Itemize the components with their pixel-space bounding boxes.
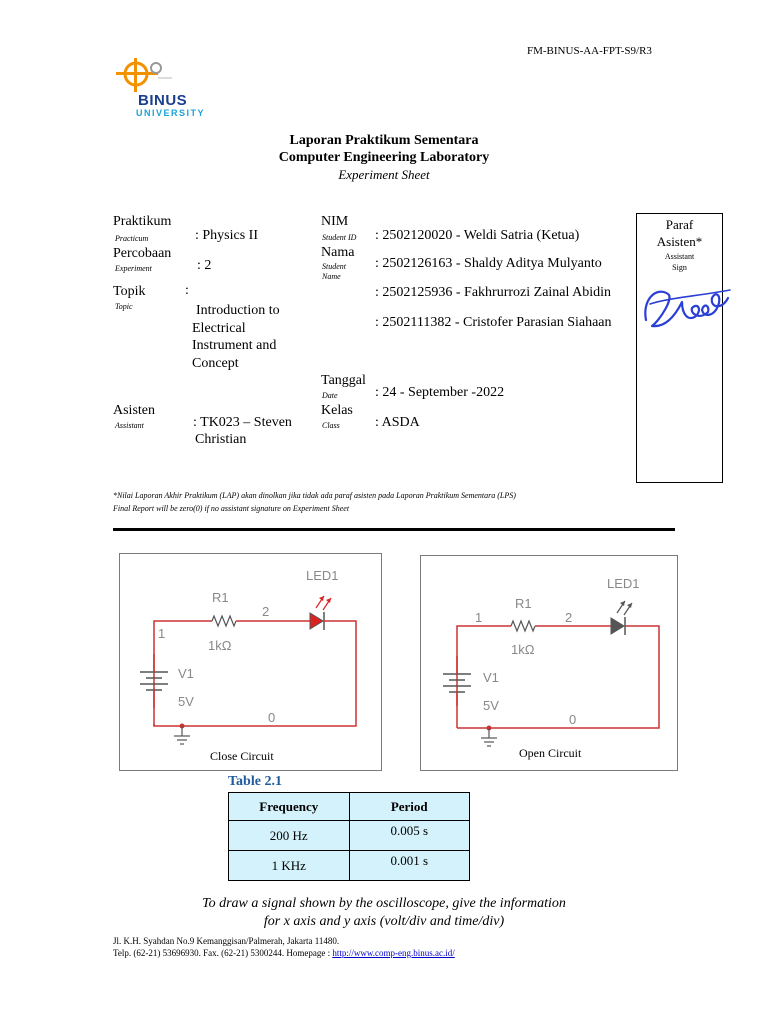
close-node1-label: 1: [158, 626, 166, 641]
frequency-period-table: [228, 792, 470, 881]
topik-line-1: Introduction to: [196, 303, 280, 318]
topik-line-2: Electrical: [192, 320, 246, 336]
table-header-period: Period: [349, 793, 470, 821]
topik-label: Topik: [113, 284, 146, 299]
instruction-line-1: To draw a signal shown by the oscilloscope, give the information: [202, 896, 566, 911]
assistant-signature: [638, 280, 734, 340]
instruction-line-2: for x axis and y axis (volt/div and time/div): [263, 914, 505, 929]
footer-contact-text: Telp. (62-21) 53696930. Fax. (62-21) 5300244. Homepage :: [113, 948, 333, 958]
tanggal-sublabel: Date: [322, 391, 338, 400]
table-cell-period: 0.001 s: [349, 851, 470, 881]
table-title: Table 2.1: [228, 774, 282, 789]
lab-title: Computer Engineering Laboratory: [278, 150, 490, 165]
percobaan-value: : 2: [197, 258, 212, 273]
logo-text-university: UNIVERSITY: [136, 108, 206, 118]
logo-text-binus: BINUS: [138, 92, 188, 109]
paraf-line-2: Asisten*: [656, 234, 703, 249]
nim-sublabel: Student ID: [322, 233, 357, 242]
footer-contact: [113, 948, 455, 958]
paraf-sub-1: Assistant: [664, 252, 695, 261]
paraf-sublabel: [636, 251, 723, 273]
close-resistor-value: 1kΩ: [208, 638, 232, 653]
nama-sublabel-2: Name: [322, 272, 341, 281]
open-node0-label: 0: [569, 712, 577, 727]
percobaan-label: Percobaan: [113, 246, 172, 261]
open-source-label: V1: [483, 670, 499, 685]
close-circuit-panel: [119, 553, 382, 771]
paraf-sub-2: Sign: [672, 263, 687, 272]
open-resistor-label: R1: [515, 596, 532, 611]
nama-value-3: : 2502111382 - Cristofer Parasian Siahaan: [375, 315, 612, 330]
topik-sublabel: Topic: [115, 302, 133, 311]
close-node0-label: 0: [268, 710, 276, 725]
close-source-label: V1: [178, 666, 194, 681]
table-header-row: [229, 793, 470, 821]
nim-value: : 2502120020 - Weldi Satria (Ketua): [375, 228, 580, 243]
close-resistor-label: R1: [212, 590, 229, 605]
kelas-value: : ASDA: [375, 415, 420, 430]
percobaan-sublabel: Experiment: [115, 264, 152, 273]
nim-label: NIM: [321, 214, 349, 229]
paraf-line-1: Paraf: [665, 217, 694, 232]
asisten-sublabel: Assistant: [115, 421, 144, 430]
tanggal-value: : 24 - September -2022: [375, 385, 505, 400]
close-source-value: 5V: [178, 694, 194, 709]
open-source-value: 5V: [483, 698, 499, 713]
open-circuit-caption: Open Circuit: [519, 746, 582, 760]
open-node2-label: 2: [565, 610, 573, 625]
asisten-label: Asisten: [113, 403, 155, 418]
kelas-sublabel: Class: [322, 421, 340, 430]
open-led-label: LED1: [607, 576, 640, 591]
report-title: Laporan Praktikum Sementara: [289, 133, 479, 148]
topik-value: [192, 302, 280, 372]
close-led-label: LED1: [306, 568, 339, 583]
table-row: [229, 821, 470, 851]
topik-line-3: Instrument and: [192, 338, 277, 353]
open-resistor-value: 1kΩ: [511, 642, 535, 657]
nama-label: Nama: [321, 245, 355, 260]
document-id: FM-BINUS-AA-FPT-S9/R3: [527, 45, 652, 57]
close-circuit-caption: Close Circuit: [210, 749, 274, 763]
open-circuit-panel: [420, 555, 678, 771]
close-circuit-diagram: [120, 554, 381, 770]
praktikum-sublabel: Practicum: [115, 234, 149, 243]
note-english: Final Report will be zero(0) if no assistant signature on Experiment Sheet: [113, 504, 350, 513]
asisten-value-line-2: Christian: [195, 432, 247, 447]
nama-sublabel-1: Student: [322, 262, 346, 271]
paraf-heading: [636, 216, 723, 250]
praktikum-label: Praktikum: [113, 214, 172, 229]
nama-value-1: : 2502126163 - Shaldy Aditya Mulyanto: [375, 256, 602, 271]
praktikum-value: : Physics II: [195, 228, 258, 243]
nama-value-2: : 2502125936 - Fakhrurrozi Zainal Abidin: [375, 285, 612, 300]
table-cell-period: 0.005 s: [349, 821, 470, 851]
footer-address: Jl. K.H. Syahdan No.9 Kemanggisan/Palmerah, Jakarta 11480.: [113, 936, 340, 946]
asisten-value-line-1: : TK023 – Steven: [193, 415, 292, 430]
note-indonesian: *Nilai Laporan Akhir Praktikum (LAP) akan dinolkan jika tidak ada paraf asisten pada Laporan Praktikum Sementara (LPS): [113, 491, 516, 500]
divider-rule: [113, 528, 675, 531]
topik-colon: :: [185, 283, 189, 298]
table-header-frequency: Frequency: [229, 793, 350, 821]
close-node2-label: 2: [262, 604, 270, 619]
table-cell-frequency: 200 Hz: [229, 821, 350, 851]
homepage-link[interactable]: http://www.comp-eng.binus.ac.id/: [332, 948, 455, 958]
topik-line-4: Concept: [192, 355, 239, 371]
sheet-subtitle: Experiment Sheet: [338, 167, 430, 182]
open-node1-label: 1: [475, 610, 483, 625]
table-cell-frequency: 1 KHz: [229, 851, 350, 881]
kelas-label: Kelas: [321, 403, 353, 418]
tanggal-label: Tanggal: [321, 373, 366, 388]
table-row: [229, 851, 470, 881]
